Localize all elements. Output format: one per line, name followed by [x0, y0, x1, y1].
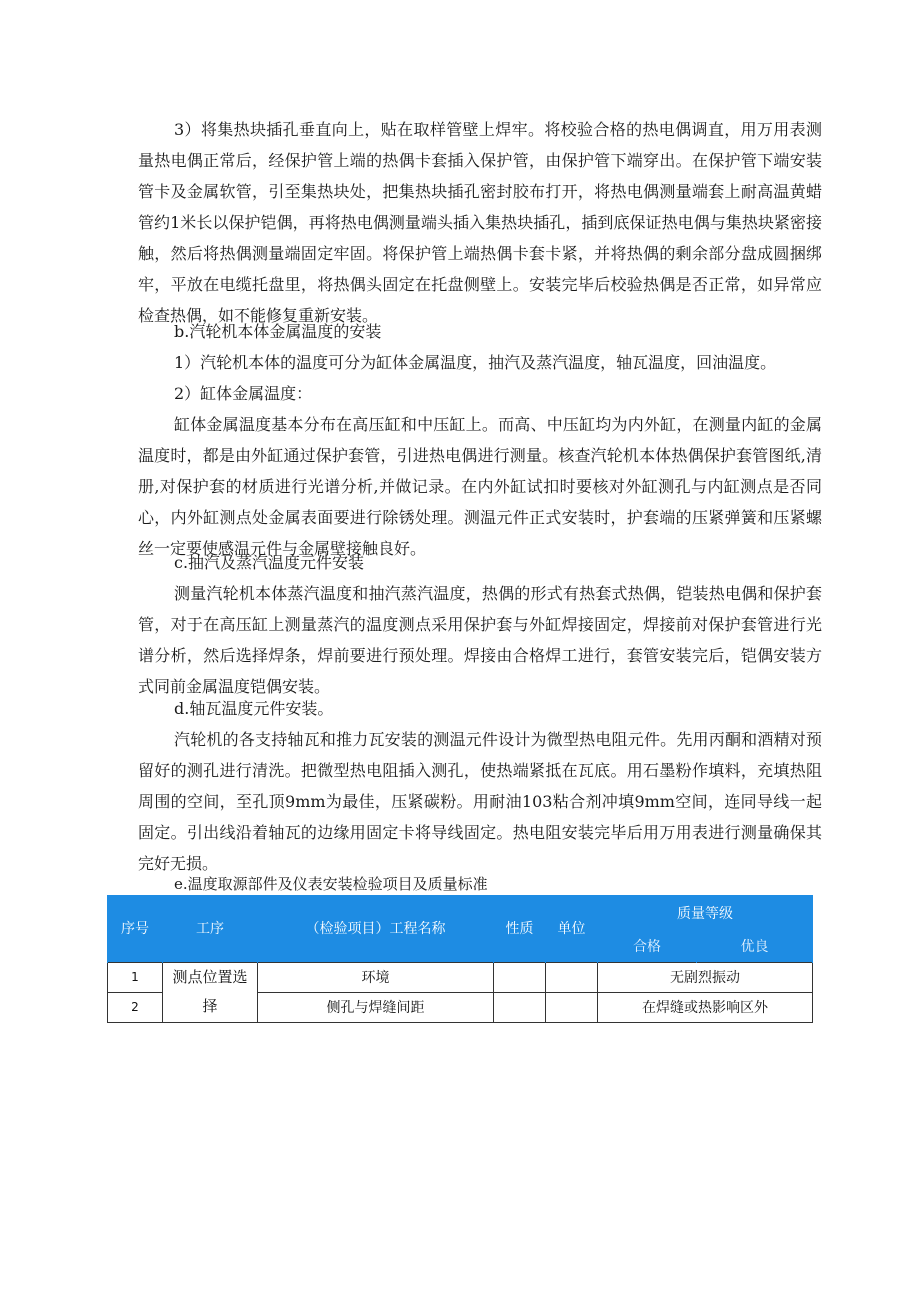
- cell-seq: 1: [108, 962, 163, 992]
- list-item-2: 2）缸体金属温度：: [174, 384, 313, 403]
- cell-item: 侧孔与焊缝间距: [258, 992, 494, 1022]
- header-excellent: 优良: [697, 930, 813, 962]
- paragraph-steam-temp: 测量汽轮机本体蒸汽温度和抽汽蒸汽温度，热偶的形式有热套式热偶，铠装热电偶和保护套管，对于在高压缸上测量蒸汽的温度测点采用保护套与外缸焊接固定，焊接前对保护套管进行光谱分析，然后选择焊条，焊前要进行预处理。焊接由合格焊工进行，套管安装完后，铠偶安装方式同前金属温度铠偶安装。: [138, 584, 822, 696]
- cell-unit: [546, 992, 598, 1022]
- cell-item: 环境: [258, 962, 494, 992]
- list-item-1: 1）汽轮机本体的温度可分为缸体金属温度，抽汽及蒸汽温度，轴瓦温度，回油温度。: [174, 353, 777, 372]
- header-process: 工序: [163, 895, 258, 962]
- heading-b-turbine-metal-temp: b.汽轮机本体金属温度的安装: [174, 322, 382, 341]
- header-quality-grade: 质量等级: [598, 895, 813, 930]
- cell-nature: [494, 992, 546, 1022]
- cell-unit: [546, 962, 598, 992]
- table-caption: e.温度取源部件及仪表安装检验项目及质量标准: [174, 875, 488, 893]
- cell-process-group: 测点位置选择: [163, 962, 258, 1022]
- header-nature: 性质: [494, 895, 546, 962]
- cell-standard: 在焊缝或热影响区外: [598, 992, 813, 1022]
- paragraph-bearing-temp: 汽轮机的各支持轴瓦和推力瓦安装的测温元件设计为微型热电阻元件。先用丙酮和酒精对预留好的测孔进行清洗。把微型热电阻插入测孔，使热端紧抵在瓦底。用石墨粉作填料，充填热阻周围的空间，至孔顶9mm为最佳，压紧碳粉。用耐油103粘合剂冲填9mm空间，连同导线一起固定。引出线沿着轴瓦的边缘用固定卡将导线固定。热电阻安装完毕后用万用表进行测量确保其完好无损。: [138, 730, 822, 873]
- heading-c-steam-temp: c.抽汽及蒸汽温度元件安装: [174, 553, 365, 572]
- header-item-name: （检验项目）工程名称: [258, 895, 494, 962]
- cell-nature: [494, 962, 546, 992]
- cell-seq: 2: [108, 992, 163, 1022]
- header-unit: 单位: [546, 895, 598, 962]
- quality-standard-table: [107, 895, 813, 1023]
- heading-d-bearing-temp: d.轴瓦温度元件安装。: [174, 699, 334, 718]
- paragraph-thermocouple-install: 3）将集热块插孔垂直向上，贴在取样管壁上焊牢。将校验合格的热电偶调直，用万用表测量热电偶正常后，经保护管上端的热偶卡套插入保护管，由保护管下端穿出。在保护管下端安装管卡及金属软管，引至集热块处，把集热块插孔密封胶布打开，将热电偶测量端套上耐高温黄蜡管约1米长以保护铠偶，再将热电偶测量端头插入集热块插孔，插到底保证热电偶与集热块紧密接触，然后将热偶测量端固定牢固。将保护管上端热偶卡套卡紧，并将热偶的剩余部分盘成圆捆绑牢，平放在电缆托盘里，将热偶头固定在托盘侧壁上。安装完毕后校验热偶是否正常，如异常应检查热偶，如不能修复重新安装。: [138, 120, 822, 325]
- header-seq: 序号: [108, 895, 163, 962]
- cell-standard: 无剧烈振动: [598, 962, 813, 992]
- table-row: [108, 962, 813, 992]
- header-qualified: 合格: [598, 930, 697, 962]
- paragraph-cylinder-metal-temp: 缸体金属温度基本分布在高压缸和中压缸上。而高、中压缸均为内外缸，在测量内缸的金属温度时，都是由外缸通过保护套管，引进热电偶进行测量。核查汽轮机本体热偶保护套管图纸,清册,对保护套的材质进行光谱分析,并做记录。在内外缸试扣时要核对外缸测孔与内缸测点是否同心，内外缸测点处金属表面要进行除锈处理。测温元件正式安装时，护套端的压紧弹簧和压紧螺丝一定要使感温元件与金属壁接触良好。: [138, 415, 822, 558]
